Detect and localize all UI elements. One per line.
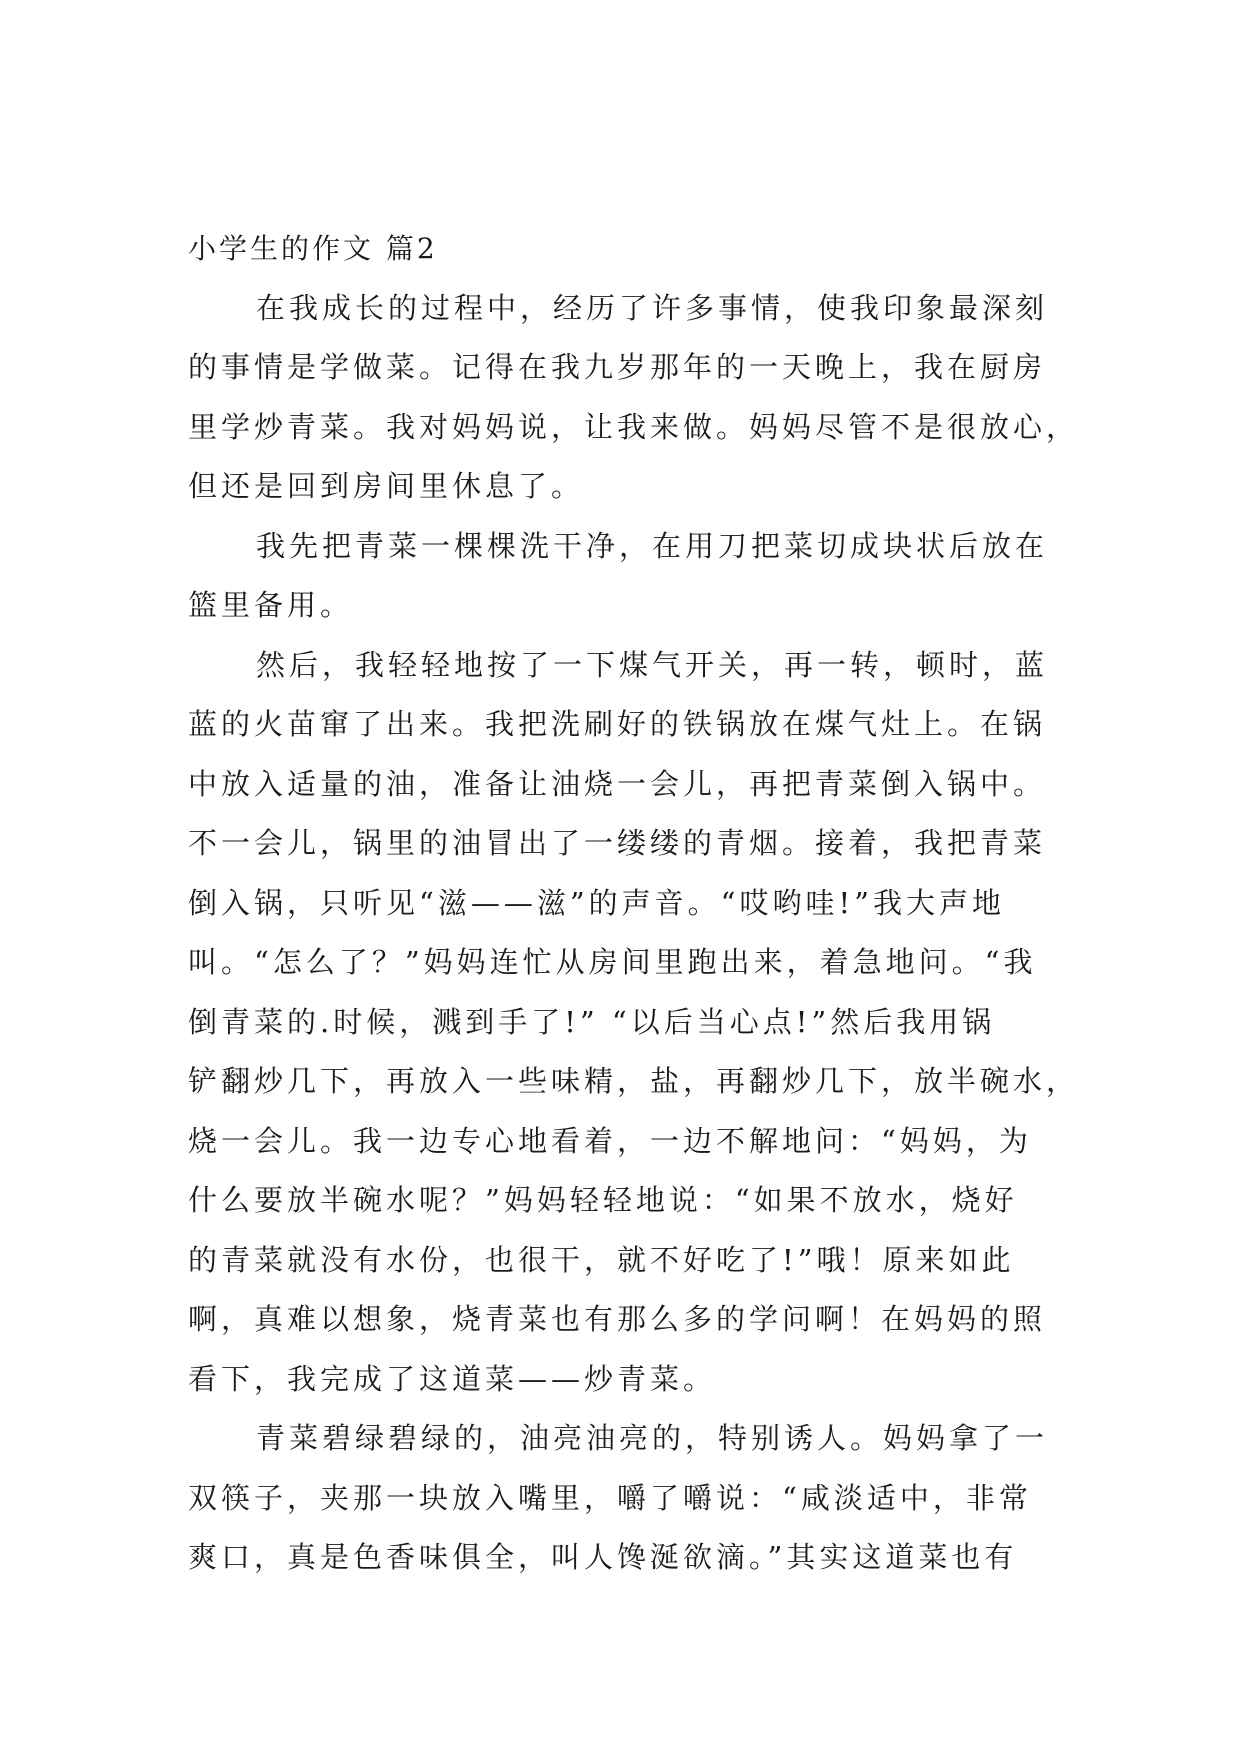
paragraph-line: 爽口，真是色香味俱全，叫人馋涎欲滴。”其实这道菜也有 [188, 1540, 1018, 1574]
paragraph-line: 烧一会儿。我一边专心地看着，一边不解地问：“妈妈，为 [188, 1123, 1032, 1158]
paragraph-line: 我先把青菜一棵棵洗干净，在用刀把菜切成块状后放在 [256, 528, 1049, 563]
paragraph-line: 看下，我完成了这道菜——炒青菜。 [188, 1361, 717, 1396]
paragraph [188, 279, 1080, 517]
paragraph-line: 篮里备用。 [188, 588, 354, 622]
paragraph-line: 倒青菜的.时候，溅到手了!” “以后当心点!”然后我用锅 [188, 1004, 996, 1039]
paragraph-line: 叫。“怎么了？”妈妈连忙从房间里跑出来，着急地问。“我 [188, 945, 1037, 979]
paragraph-line: 中放入适量的油，准备让油烧一会儿，再把青菜倒入锅中。 [188, 766, 1047, 801]
document-title: 小学生的作文 篇2 [188, 232, 438, 265]
paragraph-line: 倒入锅，只听见“滋——滋”的声音。“哎哟哇!”我大声地 [188, 885, 1005, 920]
paragraph-line: 蓝的火苗窜了出来。我把洗刷好的铁锅放在煤气灶上。在锅 [188, 707, 1047, 741]
paragraph-line: 青菜碧绿碧绿的，油亮油亮的，特别诱人。妈妈拿了一 [256, 1421, 1049, 1455]
paragraph-line: 铲翻炒几下，再放入一些味精，盐，再翻炒几下，放半碗水， [188, 1064, 1080, 1098]
paragraph-line: 双筷子，夹那一块放入嘴里，嚼了嚼说：“咸淡适中，非常 [188, 1480, 1032, 1515]
paragraph [188, 636, 1080, 1410]
paragraph-line: 的青菜就没有水份，也很干，就不好吃了!”哦！原来如此 [188, 1242, 1015, 1277]
paragraph-line: 里学炒青菜。我对妈妈说，让我来做。妈妈尽管不是很放心， [188, 409, 1080, 444]
document-body [188, 219, 1080, 1588]
paragraph-line: 在我成长的过程中，经历了许多事情，使我印象最深刻 [256, 290, 1049, 325]
paragraph-line: 啊，真难以想象，烧青菜也有那么多的学问啊！在妈妈的照 [188, 1302, 1047, 1336]
paragraph-line: 什么要放半碗水呢？”妈妈轻轻地说：“如果不放水，烧好 [188, 1183, 1018, 1217]
paragraph-line: 但还是回到房间里休息了。 [188, 469, 585, 503]
paragraph-line: 不一会儿，锅里的油冒出了一缕缕的青烟。接着，我把青菜 [188, 826, 1047, 860]
paragraph-line: 然后，我轻轻地按了一下煤气开关，再一转，顿时，蓝 [256, 647, 1049, 682]
paragraph [188, 517, 1068, 636]
paragraph-line: 的事情是学做菜。记得在我九岁那年的一天晚上，我在厨房 [188, 350, 1047, 384]
paragraph [188, 1409, 1068, 1588]
